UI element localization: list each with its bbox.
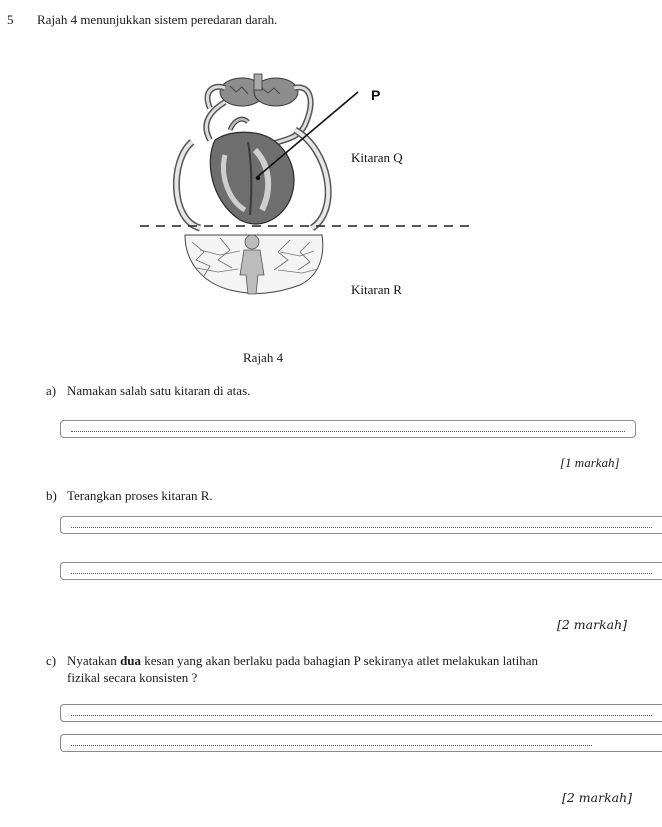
part-c-text-bold: dua <box>120 653 142 668</box>
answer-box-a[interactable] <box>60 420 636 438</box>
label-kitaran-r: Kitaran R <box>351 282 402 297</box>
part-c-question-line1 <box>67 653 538 669</box>
part-c-text-after: kesan yang akan berlaku pada bahagian P sekiranya atlet melakukan latihan <box>141 653 538 668</box>
body-capillary-network <box>185 235 323 294</box>
part-c-text-before: Nyatakan <box>67 653 121 668</box>
part-c-letter: c) <box>46 653 57 668</box>
part-b-letter: b) <box>46 488 57 503</box>
figure-caption: Rajah 4 <box>243 350 284 365</box>
question-number: 5 <box>7 12 14 27</box>
lungs-illustration <box>220 74 298 106</box>
question-intro: Rajah 4 menunjukkan sistem peredaran darah. <box>37 12 278 27</box>
marks-b: [2 markah] <box>557 617 628 632</box>
label-p: P <box>371 87 381 103</box>
part-a-letter: a) <box>46 383 57 398</box>
part-b-question: Terangkan proses kitaran R. <box>67 488 213 503</box>
part-a-question: Namakan salah satu kitaran di atas. <box>67 383 251 398</box>
answer-box-c-line1[interactable] <box>60 704 662 722</box>
label-kitaran-q: Kitaran Q <box>351 150 403 165</box>
heart-illustration <box>210 119 294 224</box>
part-c-question-line2: fizikal secara konsisten ? <box>67 670 198 685</box>
answer-box-b-line2[interactable] <box>60 562 662 580</box>
marks-c: [2 markah] <box>562 790 633 805</box>
marks-a: [1 markah] <box>560 455 620 470</box>
circulatory-system-diagram <box>130 70 480 310</box>
answer-box-b-line1[interactable] <box>60 516 662 534</box>
answer-box-c-line2[interactable] <box>60 734 662 752</box>
